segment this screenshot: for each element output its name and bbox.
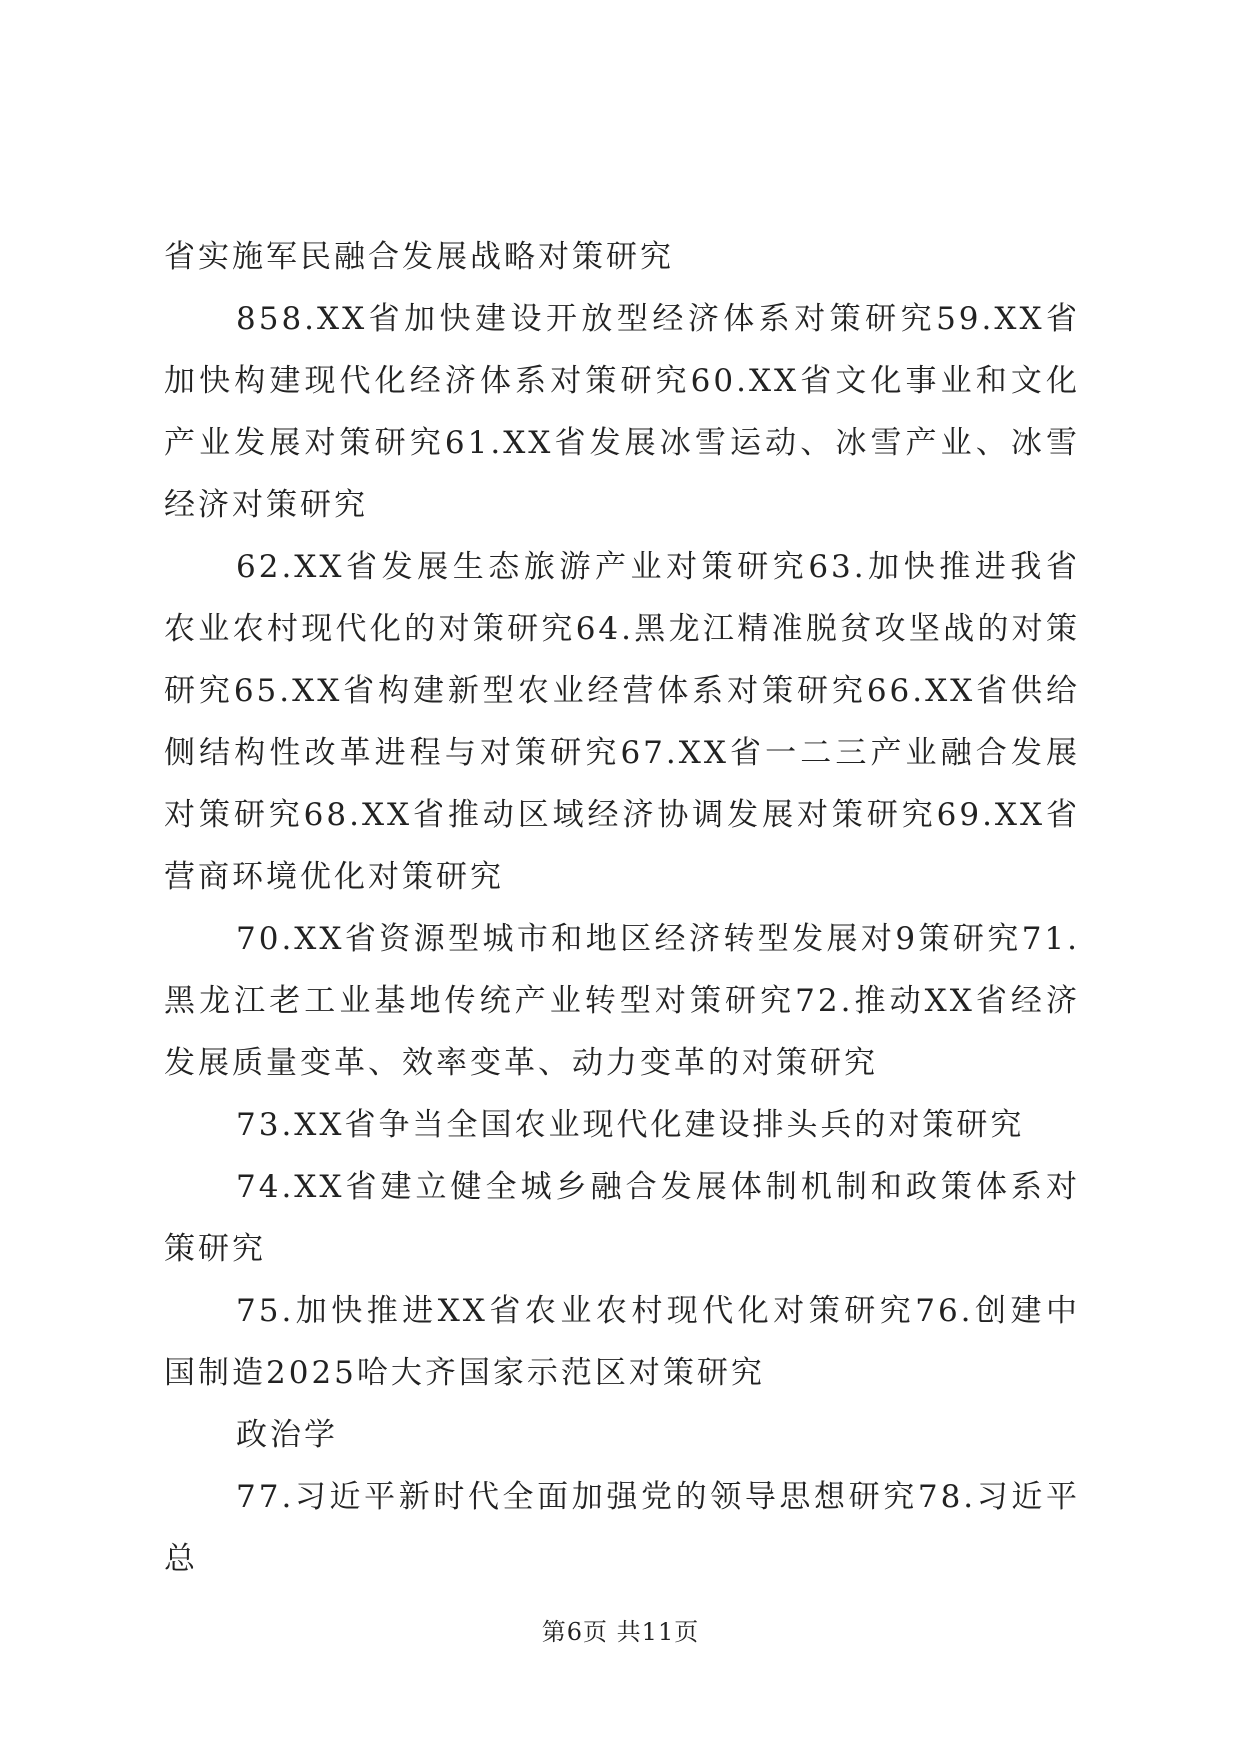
paragraph-7: 75.加快推进XX省农业农村现代化对策研究76.创建中国制造2025哈大齐国家示范区对策研究	[164, 1293, 1080, 1391]
paragraph-6: 74.XX省建立健全城乡融合发展体制机制和政策体系对策研究	[164, 1169, 1080, 1267]
paragraph-4: 70.XX省资源型城市和地区经济转型发展对9策研究71.黑龙江老工业基地传统产业转型对策研究72.推动XX省经济发展质量变革、效率变革、动力变革的对策研究	[164, 921, 1080, 1081]
page-number-footer: 第6页 共11页	[541, 1618, 700, 1646]
paragraph-1: 省实施军民融合发展战略对策研究	[164, 239, 674, 275]
paragraph-5: 73.XX省争当全国农业现代化建设排头兵的对策研究	[236, 1107, 1025, 1143]
document-body	[164, 226, 1080, 1590]
section-heading-politics: 政治学	[236, 1417, 338, 1453]
paragraph-2: 858.XX省加快建设开放型经济体系对策研究59.XX省加快构建现代化经济体系对策研究60.XX省文化事业和文化产业发展对策研究61.XX省发展冰雪运动、冰雪产业、冰雪经济对策研究	[164, 301, 1080, 523]
paragraph-3: 62.XX省发展生态旅游产业对策研究63.加快推进我省农业农村现代化的对策研究64.黑龙江精准脱贫攻坚战的对策研究65.XX省构建新型农业经营体系对策研究66.XX省供给侧结构性改革进程与对策研究67.XX省一二三产业融合发展对策研究68.XX省推动区域经济协调发展对策研究69.XX省营商环境优化对策研究	[164, 549, 1080, 895]
paragraph-9: 77.习近平新时代全面加强党的领导思想研究78.习近平总	[164, 1479, 1080, 1577]
